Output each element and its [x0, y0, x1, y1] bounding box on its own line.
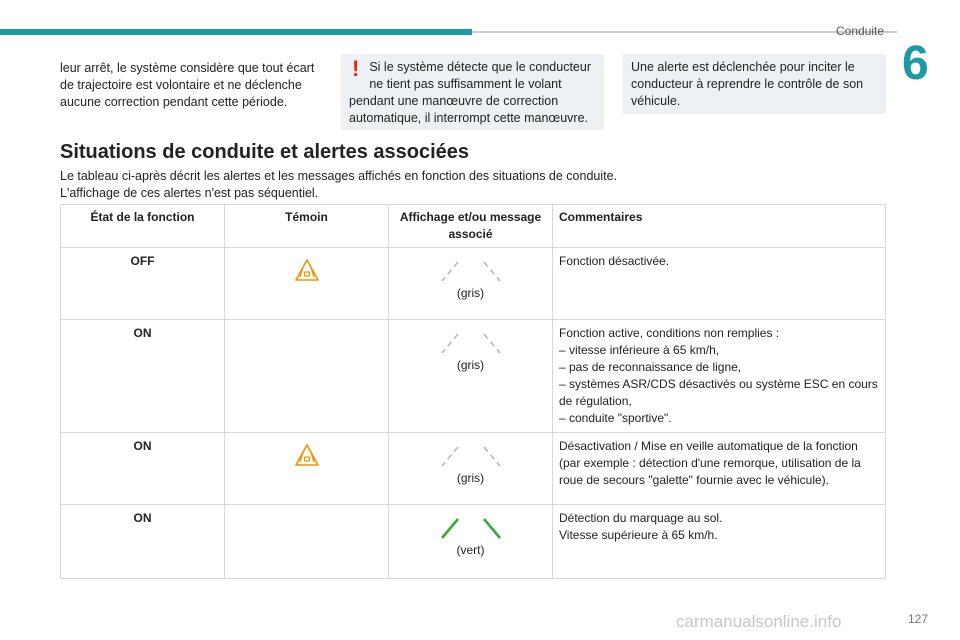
display-cell	[389, 433, 553, 505]
temoin-cell	[225, 433, 389, 505]
header-state: État de la fonction	[61, 205, 225, 248]
intro-line-2: L'affichage de ces alertes n'est pas séquentiel.	[60, 186, 319, 200]
comment-line: – conduite "sportive".	[559, 411, 672, 425]
temoin-cell	[225, 320, 389, 433]
comment-cell	[553, 433, 886, 505]
comment-line: – systèmes ASR/CDS désactivés ou système ESC en cours de régulation,	[559, 377, 878, 408]
header-temoin: Témoin	[225, 205, 389, 248]
page-number: 127	[908, 612, 929, 626]
display-cell	[389, 505, 553, 579]
table-header-row	[61, 205, 886, 248]
intro-line-1: Le tableau ci-après décrit les alertes et les messages affichés en fonction des situations de conduite.	[60, 169, 618, 183]
display-caption: (gris)	[456, 286, 485, 300]
comment-line: Vitesse supérieure à 65 km/h.	[559, 528, 718, 542]
lane-markings-icon	[436, 444, 506, 468]
lane-warning-icon	[294, 442, 320, 468]
header-comments: Commentaires	[553, 205, 886, 248]
header-rule	[472, 31, 897, 33]
warning-box	[341, 54, 604, 130]
temoin-cell	[225, 505, 389, 579]
comment-line: – pas de reconnaissance de ligne,	[559, 360, 742, 374]
section-title: Situations de conduite et alertes associées	[60, 141, 470, 163]
table-row	[61, 248, 886, 320]
temoin-cell	[225, 248, 389, 320]
chapter-number: 6	[902, 37, 929, 90]
comment-line: Fonction active, conditions non remplies :	[559, 326, 780, 340]
comment-cell	[553, 248, 886, 320]
section-intro	[60, 168, 617, 202]
state-cell: OFF	[61, 248, 225, 320]
alerts-table	[60, 204, 886, 579]
display-caption: (gris)	[456, 471, 485, 485]
comment-line: Fonction désactivée.	[559, 254, 670, 268]
comment-line: Désactivation / Mise en veille automatique de la fonction (par exemple : détection d'une remorque, utilisation de la roue de secours "galette" fournie avec le véhicule).	[559, 439, 861, 487]
state-cell: ON	[61, 505, 225, 579]
body-text-column: leur arrêt, le système considère que tout écart de trajectoire est volontaire et ne déclenche aucune correction pendant cette période.	[60, 61, 315, 109]
table-row	[61, 433, 886, 505]
lane-warning-icon	[294, 257, 320, 283]
info-box	[623, 54, 886, 114]
state-cell: ON	[61, 433, 225, 505]
comment-cell	[553, 320, 886, 433]
section-name: Conduite	[836, 24, 885, 38]
display-cell	[389, 248, 553, 320]
exclamation-icon: !	[352, 56, 360, 81]
header-accent-bar	[0, 29, 472, 35]
comment-line: Détection du marquage au sol.	[559, 511, 723, 525]
warning-text: Si le système détecte que le conducteur ne tient pas suffisamment le volant pendant une manœuvre de correction automatique, il interrompt cette manœuvre.	[349, 60, 591, 125]
display-caption: (vert)	[456, 543, 485, 557]
table-row	[61, 505, 886, 579]
lane-markings-icon	[436, 516, 506, 540]
table-row	[61, 320, 886, 433]
comment-line: – vitesse inférieure à 65 km/h,	[559, 343, 720, 357]
display-cell	[389, 320, 553, 433]
lane-markings-icon	[436, 259, 506, 283]
comment-cell	[553, 505, 886, 579]
watermark: carmanualsonline.info	[676, 612, 842, 631]
table-body	[61, 248, 886, 579]
display-caption: (gris)	[456, 358, 485, 372]
info-text: Une alerte est déclenchée pour inciter le conducteur à reprendre le contrôle de son véhicule.	[631, 60, 864, 108]
state-cell: ON	[61, 320, 225, 433]
lane-markings-icon	[436, 331, 506, 355]
header-display: Affichage et/ou message associé	[389, 205, 553, 248]
